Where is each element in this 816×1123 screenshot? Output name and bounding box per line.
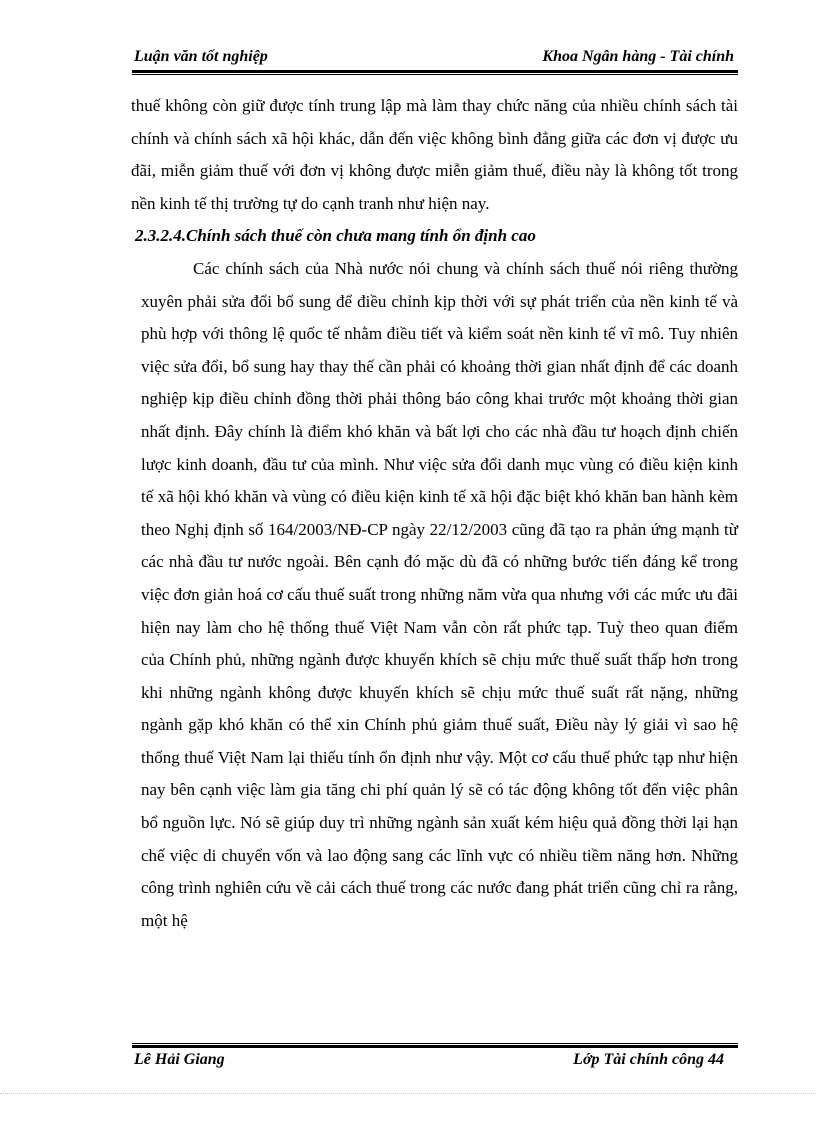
page-footer [134, 1051, 724, 1073]
page-header [134, 48, 734, 70]
section-heading: 2.3.2.4.Chính sách thuế còn chưa mang tính ổn định cao [135, 226, 536, 246]
footer-divider [132, 1043, 738, 1048]
header-divider [132, 70, 738, 75]
header-thesis-title: Luận văn tốt nghiệp [134, 48, 268, 65]
page-body [131, 90, 738, 937]
paragraph-continued: thuế không còn giữ được tính trung lập mà làm thay chức năng của nhiều chính sách tài chính và chính sách xã hội khác, dẫn đến việc không bình đẳng giữa các đơn vị được ưu đãi, miễn giảm thuế với đơn vị không được miễn giảm thuế, điều này là không tốt trong nền kinh tế thị trường tự do cạnh tranh như hiện nay. [131, 96, 738, 213]
footer-author: Lê Hải Giang [134, 1051, 225, 1068]
header-faculty: Khoa Ngân hàng - Tài chính [542, 48, 734, 65]
page-edge-divider [0, 1093, 816, 1094]
footer-class: Lớp Tài chính công 44 [573, 1051, 724, 1068]
paragraph-main: Các chính sách của Nhà nước nói chung và chính sách thuế nói riêng thường xuyên phải sửa đổi bổ sung để điều chỉnh kịp thời với sự phát triển của nền kinh tế và phù hợp với thông lệ quốc tế nhằm điều tiết và kiểm soát nền kinh tế vĩ mô. Tuy nhiên việc sửa đổi, bổ sung hay thay thế cần phải có khoảng thời gian nhất định để các doanh nghiệp kịp điều chỉnh đồng thời phải thông báo công khai trước một khoảng thời gian nhất định. Đây chính là điểm khó khăn và bất lợi cho các nhà đầu tư hoạch định chiến lược kinh doanh, đầu tư của mình. Như việc sửa đổi danh mục vùng có điều kiện kinh tế xã hội khó khăn và vùng có điều kiện kinh tế xã hội đặc biệt khó khăn ban hành kèm theo Nghị định số 164/2003/NĐ-CP ngày 22/12/2003 cũng đã tạo ra phản ứng mạnh từ các nhà đầu tư nước ngoài. Bên cạnh đó mặc dù đã có những bước tiến đáng kể trong việc đơn giản hoá cơ cấu thuế suất trong những năm vừa qua nhưng với các mức ưu đãi hiện nay làm cho hệ thống thuế Việt Nam vẫn còn rất phức tạp. Tuỳ theo quan điểm của Chính phủ, những ngành được khuyến khích sẽ chịu mức thuế suất thấp hơn trong khi những ngành không được khuyến khích sẽ chịu mức thuế suất rất nặng, những ngành gặp khó khăn có thể xin Chính phủ giảm thuế suất, Điều này lý giải vì sao hệ thống thuế Việt Nam lại thiếu tính ổn định như vậy. Một cơ cấu thuế phức tạp như hiện nay bên cạnh việc làm gia tăng chi phí quản lý sẽ có tác động không tốt đến việc phân bổ nguồn lực. Nó sẽ giúp duy trì những ngành sản xuất kém hiệu quả đồng thời lại hạn chế việc di chuyển vốn và lao động sang các lĩnh vực có nhiều tiềm năng hơn. Những công trình nghiên cứu về cải cách thuế trong các nước đang phát triển cũng chỉ ra rằng, một hệ [141, 258, 738, 930]
